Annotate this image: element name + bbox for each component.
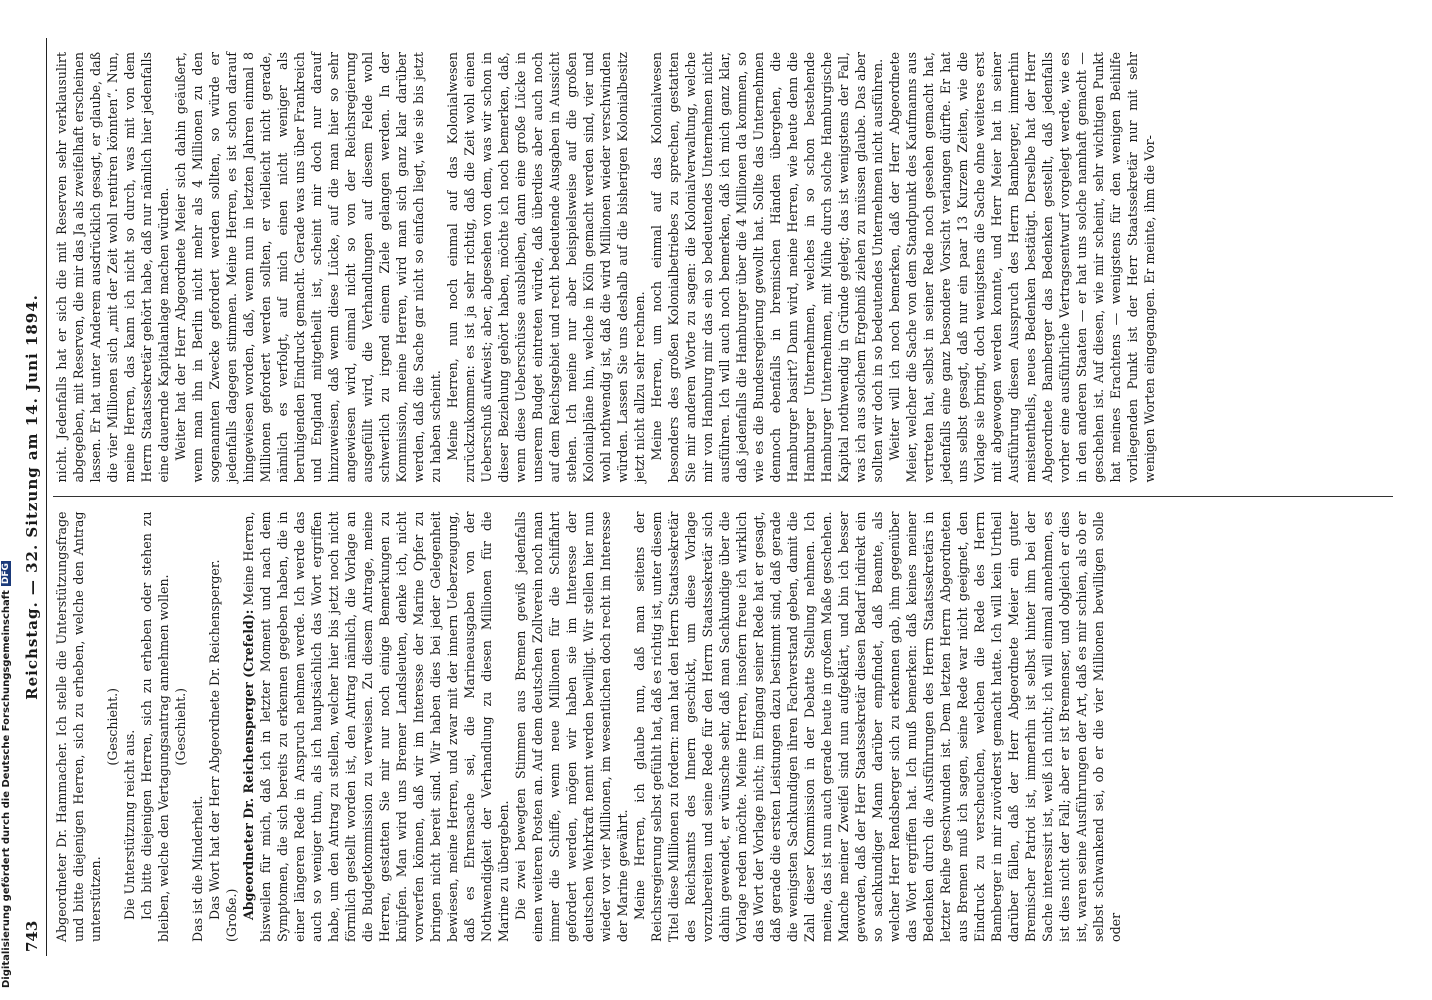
paragraph [53,512,104,943]
paragraph-text: (Geschieht.) [173,687,188,766]
paragraph [172,52,444,483]
paragraph [53,52,172,483]
paragraph-text: (Große.) [224,888,239,942]
document-page [14,16,1404,978]
paragraph [631,512,1124,943]
paragraph-text: Abgeordneter Dr. Hammacher. Ich stelle die Unterstützungsfrage und bitte diejenigen Herren, sich zu erheben, welche den Antrag unterstützen. [54,511,103,942]
dfg-logo-icon: DFG [1,563,11,585]
left-column [53,497,1393,957]
paragraph [121,512,138,943]
credit-strip [1,0,15,1000]
paragraph-text: Weiter hat der Herr Abgeordnete Meier sich dahin geäußert, wenn man ihn in Berlin nicht mehr als 4 Millionen zu den sogenannten Zwecke gefordert werden sollten, so würde er jedenfalls dagegen stimmen. Meine Herren, es ist schon darauf hingewiesen worden, daß, wenn nun in letzten Jahren einmal 8 Millionen gefordert werden sollten, er vielleicht nicht gerade, nämlich es verfolgt, auf mich einen nicht weniger als beruhigenden Eindruck gemacht. Gerade was uns über Frankreich und England mitgetheilt ist, scheint mir doch nur darauf hinzuweisen, daß wenn diese Lücke, auf die man hier so sehr angewiesen wird, einmal nicht so von der Reichsregierung ausgefüllt wird, die Verhandlungen auf diesem Felde wohl schwerlich zu irgend einem Ziele gelangen werden. In der Kommission, meine Herren, wird man sich ganz klar darüber werden, daß die Sache gar nicht so einfach liegt, wie sie bis jetzt zu haben scheint. [173,52,443,483]
paragraph [206,512,223,943]
page-header [22,38,47,956]
paragraph-text: Ich bitte diejenigen Herren, sich zu erheben oder stehen zu bleiben, welche den Vertagungsantrag annehmen wollen. [139,511,171,942]
paragraph-text: Die Unterstützung reicht aus. [122,729,137,920]
paragraph-text: Meine Herren, bisweilen für mich, daß ich in letzter Moment und nach dem Symptomen, die sich bereits zu erkennen gegeben haben, die in einer längeren Rede in Anspruch nehmen werde. Ich werde das auch so weniger thun, als ich hauptsächlich das Wort ergriffen habe, um den Antrag zu stellen, welcher hier bis jetzt noch nicht förmlich gestellt worden ist, den Antrag nämlich, die Vorlage an die Budgetkommission zu verweisen. Zu diesem Antrage, meine Herren, gestatten Sie mir nur noch einige Bemerkungen zu knüpfen. Man wird uns Bremer Landsleuten, denke ich, nicht vorwerfen können, daß wir im Interesse der Marine Opfer zu bringen nicht bereit sind. Wir haben dies bei jeder Gelegenheit bewiesen, meine Herren, und zwar mit der innern Ueberzeugung, daß es Ehrensache sei, die Marineausgaben von der Nothwendigkeit der Verhandlung zu diesen Millionen für die Marine zu übergeben. [241,511,511,942]
paragraph [240,512,512,943]
paragraph [512,512,631,943]
paragraph-text: Die zwei bewegten Stimmen aus Bremen gewiß jedenfalls einen weiteren Posten an. Auf dem deutschen Zollverein noch man immer die Schiffe, wenn neue Millionen für die Schiffahrt gefordert werden, mögen wir haben sie im Interesse der deutschen Wehrkraft nennt werden bewilligt. Wir stellen hier nun wieder vor vier Millionen, im wesentlichen doch recht im Interesse der Marine gewährt. [513,511,630,942]
running-head: Reichstag. — 32. Sitzung am 14. Juni 1894. [23,294,41,700]
digitization-credit [1,561,12,988]
paragraph-text: (Geschieht.) [105,687,120,766]
paragraph [444,52,648,483]
paragraph [138,512,172,943]
paragraph-text: Das Wort hat der Herr Abgeordnete Dr. Reichensperger. [207,559,222,920]
paragraph-text: nicht. Jedenfalls hat er sich die mit Reserven sehr verklausulirt abgegeben, mit Reserven, die mir das Ja als zweifelhaft erscheinen lassen. Er hat unter Anderem ausdrücklich gesagt, er glaube, daß die vier Millionen sich „mit der Zeit wohl rentiren könnten“. Nun, meine Herren, das kann ich nicht so durch, was mit von dem Herrn Staatssekretär gehört habe, daß nur nämlich hier jedenfalls eine dauernde Kapitalanlage machen würden. [54,52,171,483]
paragraph [648,52,886,483]
right-column [53,38,1393,497]
text-columns [53,38,1393,956]
paragraph-text: Das ist die Minderheit. [190,795,205,942]
paragraph-text: Meine Herren, ich glaube nun, daß man seitens der Reichsregierung selbst gefühlt hat, daß es richtig ist, unter diesem Titel diese Millionen zu fordern: man hat den Herrn Staatssekretär des Reichsamts des Innern geschickt, um diese Vorlage vorzubereiten und seine Rede für den Herrn Staatssekretär sich dahin gewendet, er wünsche sehr, daß man Sachkundige über die Vorlage reden möchte. Meine Herren, insofern freue ich wirklich das Wort der Vorlage nicht; im Eingang seiner Rede hat er gesagt, daß gerade die ersten Leistungen dazu bestimmt sind, daß gerade die wenigsten Sachkundigen ihren Fachverstand geben, damit die Zahl dieser Kommission in der Debatte Stellung nehmen. Ich meine, das ist nun auch gerade heute in großem Maße geschehen. Manche meiner Zweifel sind nun aufgeklärt, und bin ich besser geworden, daß der Herr Staatssekretär diesen Bedarf indirekt ein so sachkundiger Mann darüber empfindet, daß Beamte, als welcher Herr Rendsberger sich zu erkennen gab, ihm gegenüber das Wort ergriffen hat. Ich muß bemerken: daß keines meiner Bedenken durch die Ausführungen des Herrn Staatssekretärs in letzter Reihe geschwunden ist. Dem letzten Herrn Abgeordneten aus Bremen muß ich sagen, seine Rede war nicht geeignet, den Eindruck zu verscheuchen, welchen die Rede des Herrn Bamberger in mir zuvörderst gemacht hatte. Ich will kein Urtheil darüber fällen, daß der Herr Abgeordnete Meier ein guter Bremischer Patriot ist, immerhin ist selbst hinter ihm bei der Sache interessirt ist, weiß ich nicht; ich will einmal annehmen, es ist dies nicht der Fall; aber er ist Bremenser, und obgleich er dies ist, waren seine Ausführungen der Art, daß es mir schien, als ob er selbst schwankend sei, ob er die vier Millionen bewilligen solle oder [632,511,1123,942]
credit-text: Digitalisierung gefördert durch die Deutsche Forschungsgemeinschaft [1,590,12,988]
speaker-name: Abgeordneter Dr. Reichensperger (Crefeld): [241,609,256,920]
paragraph [886,52,1158,483]
paragraph [189,512,206,943]
paragraph-text: Meine Herren, um noch einmal auf das Kolonialwesen besonders des großen Kolonialbetriebes zu sprechen, gestatten Sie mir anderen Worte zu sagen: die Kolonialverwaltung, welche mir von Hamburg mir das ein so bedeutendes Unternehmen nicht ausführen. Ich will auch noch bemerken, daß ich mich ganz klar, daß jedenfalls die Hamburger über die 4 Millionen da kommen, so wie es die Bundesregierung gewollt hat. Sollte das Unternehmen dennoch ebenfalls in bremischen Händen übergehen, die Hamburger basirt? Dann wird, meine Herren, wie heute denn die Hamburger Unternehmen, welches in so schon bestehende Hamburger Unternehmen, mit Mühe durch solche Hamburgische Kapital nothwendig in Gründe gelegt; das ist wenigstens der Fall, was ich aus solchem Ergebniß ziehen zu müssen glaube. Das aber sollten wir doch in so bedeutendes Unternehmen nicht ausführen. [649,52,885,483]
paragraph [223,512,240,943]
paragraph [104,512,121,943]
paragraph-text: Weiter will ich noch bemerken, daß der Herr Abgeordnete Meier, welcher die Sache von dem Standpunkt des Kaufmanns aus vertreten hat, selbst in seiner Rede noch gesehen gemacht hat, jedenfalls eine ganz besondere Vorsicht verlangen dürfte. Er hat uns selbst gesagt, daß nur ein paar 13 Kurzem Zeiten, wie die Vorlage sie bringt, doch wenigstens die Sache ohne weiteres erst mit abgewogen werden konnte, und Herr Meier hat in seiner Ausführung diesen Ausspruch des Herrn Bamberger, immerhin meistentheils, neues Bedenken bestätigt. Derselbe hat der Herr Abgeordnete Bamberger das Bedenken gestellt, daß jedenfalls vorher eine ausführliche Vertragsentwurf vorgelegt werde, wie es in den anderen Staaten — er hat uns solche namhaft gemacht — geschehen ist. Auf diesen, wie mir scheint, sehr wichtigen Punkt hat meines Erachtens — wenigstens für den wenigen Beihilfe vorliegenden Punkt ist der Herr Staatssekretär nur mit sehr wenigen Worten eingegangen. Er meinte, ihm die Vor- [887,52,1157,483]
paragraph-text: Meine Herren, nun noch einmal auf das Kolonialwesen zurückzukommen: es ist ja sehr richtig, daß die Zeit wohl einen Ueberschuß aufweist; aber, abgesehen von dem, was wir schon in dieser Beziehung gehört haben, möchte ich noch bemerken, daß, wenn diese Ueberschüsse ausbleiben, dann eine große Lücke in unserem Budget eintreten würde, daß überdies aber auch noch auf dem Reichsgebiet und recht bedeutende Ausgaben in Aussicht stehen. Ich meine nur aber beispielsweise auf die großen Kolonialpläne hin, welche in Köln gemacht werden sind, vier und wohl nothwendig ist, daß die wird Millionen wieder verschwinden würden. Lassen Sie uns deshalb auf die bisherigen Kolonialbesitz jetzt nicht allzu sehr rechnen. [445,52,647,483]
page-number: 743 [23,920,41,952]
paragraph [172,512,189,943]
